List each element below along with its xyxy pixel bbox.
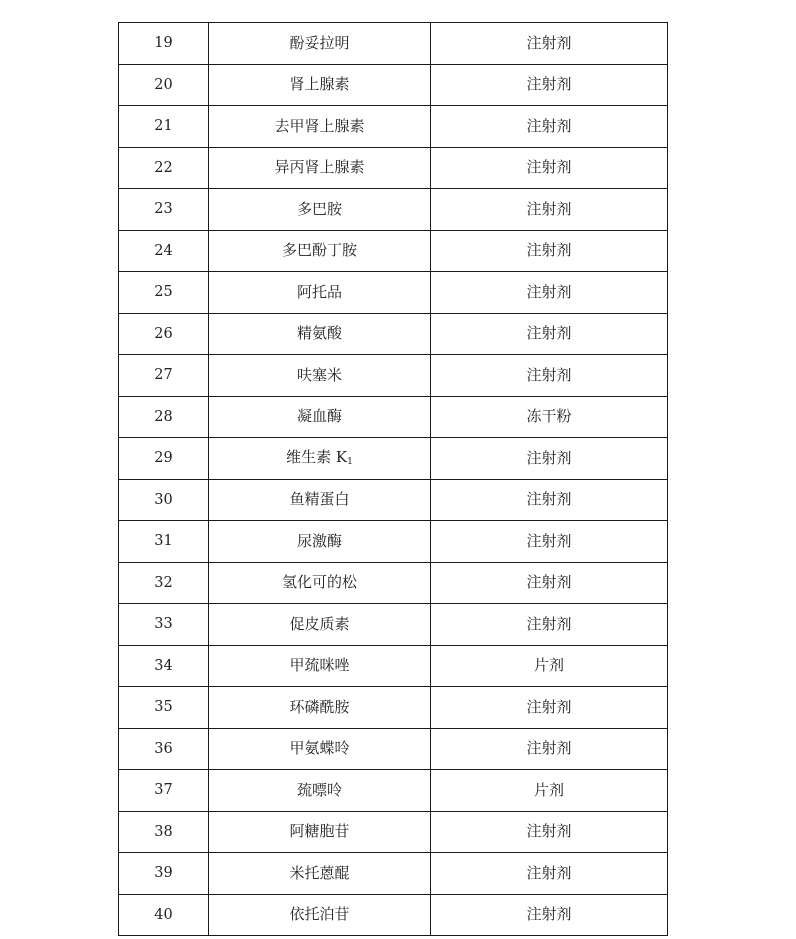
row-number: 36 [119, 728, 209, 770]
dosage-form: 注射剂 [431, 64, 668, 106]
table-row [119, 645, 668, 687]
row-number: 19 [119, 23, 209, 65]
drug-name: 阿糖胞苷 [209, 811, 431, 853]
row-number: 38 [119, 811, 209, 853]
table-row [119, 189, 668, 231]
table-row [119, 521, 668, 563]
drug-name: 多巴酚丁胺 [209, 230, 431, 272]
table-row [119, 687, 668, 729]
dosage-form: 注射剂 [431, 687, 668, 729]
drug-name: 促皮质素 [209, 604, 431, 646]
row-number: 28 [119, 396, 209, 438]
dosage-form: 注射剂 [431, 479, 668, 521]
dosage-form: 注射剂 [431, 562, 668, 604]
table-row [119, 728, 668, 770]
drug-name: 甲巯咪唑 [209, 645, 431, 687]
row-number: 23 [119, 189, 209, 231]
table-row [119, 604, 668, 646]
drug-name: 阿托品 [209, 272, 431, 314]
dosage-form: 注射剂 [431, 147, 668, 189]
drug-name: 氢化可的松 [209, 562, 431, 604]
table-row [119, 438, 668, 480]
row-number: 24 [119, 230, 209, 272]
table-row [119, 23, 668, 65]
dosage-form: 注射剂 [431, 728, 668, 770]
row-number: 29 [119, 438, 209, 480]
row-number: 32 [119, 562, 209, 604]
table-row [119, 770, 668, 812]
table-row [119, 272, 668, 314]
dosage-form: 注射剂 [431, 23, 668, 65]
dosage-form: 注射剂 [431, 106, 668, 148]
row-number: 34 [119, 645, 209, 687]
row-number: 20 [119, 64, 209, 106]
table-row [119, 396, 668, 438]
row-number: 27 [119, 355, 209, 397]
drug-name-subscript: 1 [347, 456, 353, 467]
drug-name: 尿激酶 [209, 521, 431, 563]
dosage-form: 冻干粉 [431, 396, 668, 438]
row-number: 26 [119, 313, 209, 355]
dosage-form: 注射剂 [431, 355, 668, 397]
drug-name: 酚妥拉明 [209, 23, 431, 65]
table-row [119, 106, 668, 148]
drug-name: 巯嘌呤 [209, 770, 431, 812]
row-number: 21 [119, 106, 209, 148]
drug-table-body [119, 23, 668, 936]
dosage-form: 注射剂 [431, 230, 668, 272]
drug-name: 多巴胺 [209, 189, 431, 231]
drug-name: 凝血酶 [209, 396, 431, 438]
dosage-form: 注射剂 [431, 521, 668, 563]
table-row [119, 64, 668, 106]
table-row [119, 230, 668, 272]
table-row [119, 313, 668, 355]
drug-name: 去甲肾上腺素 [209, 106, 431, 148]
drug-name-text: 维生素 K [286, 447, 348, 466]
table-row [119, 811, 668, 853]
drug-table [118, 22, 668, 936]
drug-name: 鱼精蛋白 [209, 479, 431, 521]
dosage-form: 注射剂 [431, 438, 668, 480]
row-number: 35 [119, 687, 209, 729]
row-number: 33 [119, 604, 209, 646]
drug-name: 异丙肾上腺素 [209, 147, 431, 189]
drug-name: 肾上腺素 [209, 64, 431, 106]
drug-name: 米托蒽醌 [209, 853, 431, 895]
drug-name: 环磷酰胺 [209, 687, 431, 729]
row-number: 40 [119, 894, 209, 936]
drug-name: 精氨酸 [209, 313, 431, 355]
row-number: 37 [119, 770, 209, 812]
dosage-form: 片剂 [431, 645, 668, 687]
dosage-form: 注射剂 [431, 272, 668, 314]
table-row [119, 853, 668, 895]
drug-name: 呋塞米 [209, 355, 431, 397]
dosage-form: 片剂 [431, 770, 668, 812]
row-number: 22 [119, 147, 209, 189]
table-row [119, 355, 668, 397]
table-row [119, 479, 668, 521]
table-row [119, 562, 668, 604]
drug-name [209, 438, 431, 480]
table-row [119, 894, 668, 936]
row-number: 25 [119, 272, 209, 314]
dosage-form: 注射剂 [431, 811, 668, 853]
drug-name: 甲氨蝶呤 [209, 728, 431, 770]
dosage-form: 注射剂 [431, 189, 668, 231]
table-row [119, 147, 668, 189]
dosage-form: 注射剂 [431, 853, 668, 895]
dosage-form: 注射剂 [431, 604, 668, 646]
drug-name: 依托泊苷 [209, 894, 431, 936]
dosage-form: 注射剂 [431, 894, 668, 936]
row-number: 30 [119, 479, 209, 521]
row-number: 39 [119, 853, 209, 895]
dosage-form: 注射剂 [431, 313, 668, 355]
row-number: 31 [119, 521, 209, 563]
